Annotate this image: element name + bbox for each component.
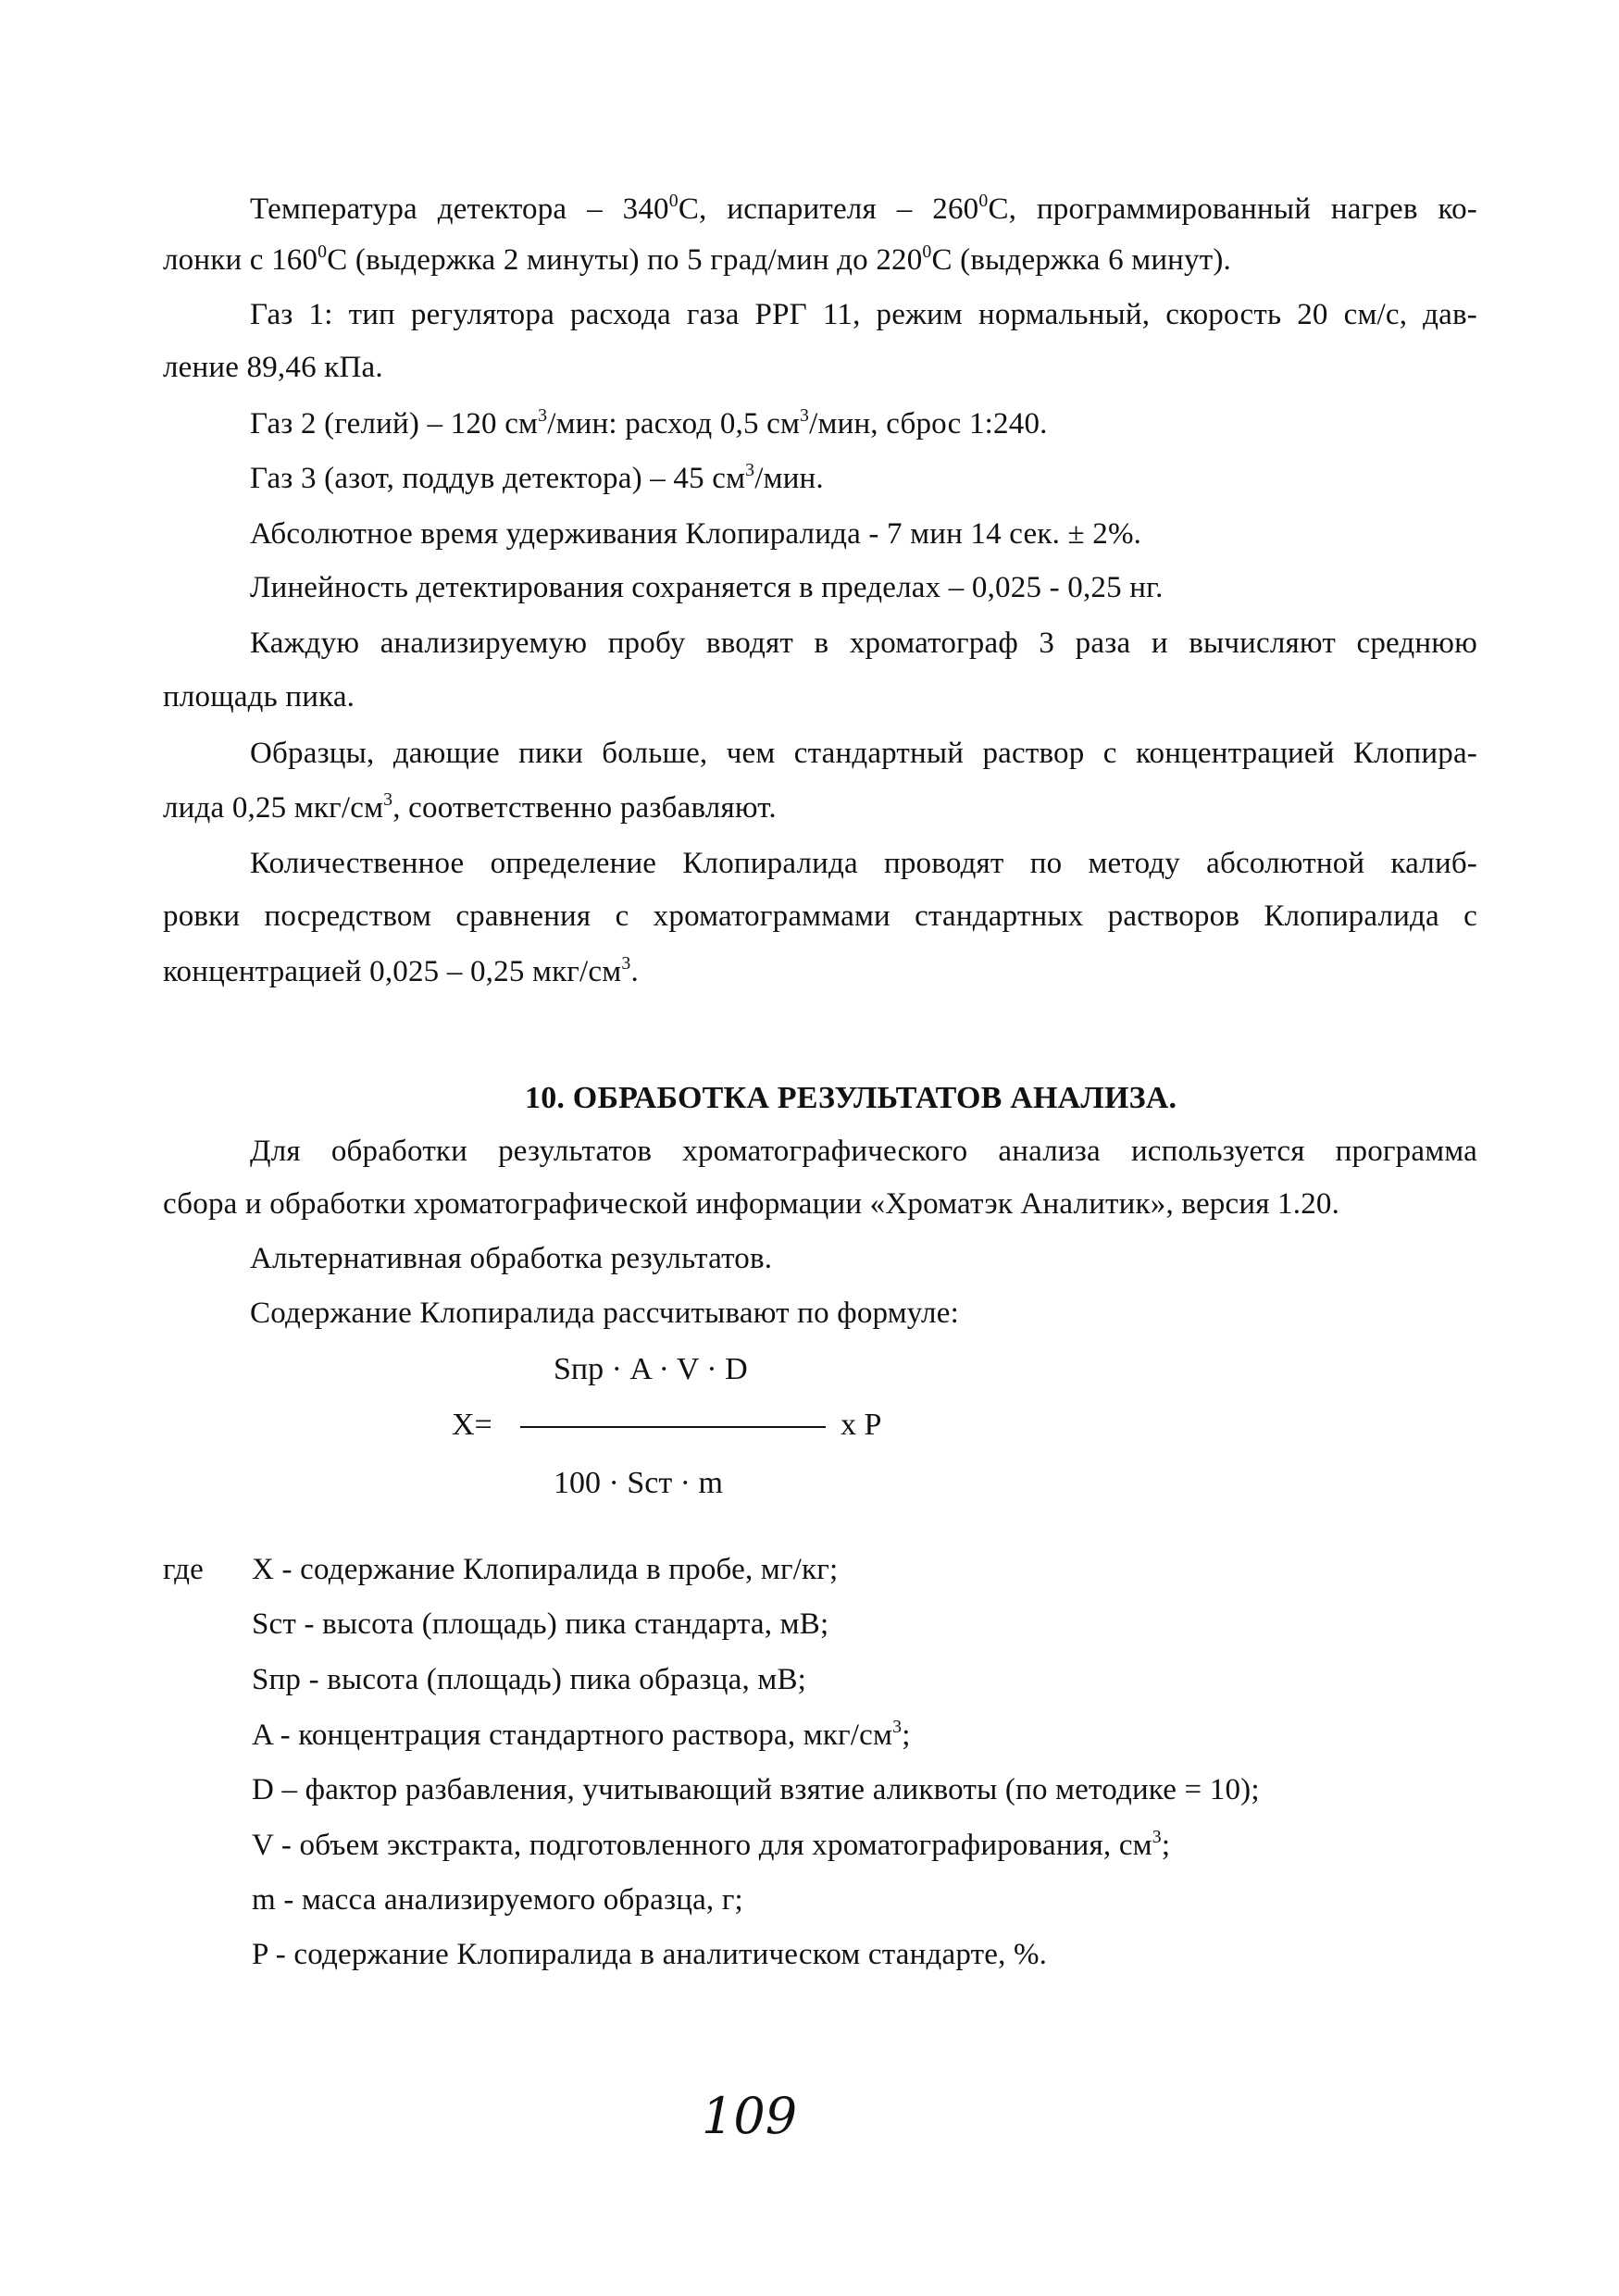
processing-line-1: Для обработки результатов хроматографического анализа используется программа bbox=[250, 1135, 1477, 1168]
gas1-line-2: ление 89,46 кПа. bbox=[163, 351, 383, 384]
gas1-line-1: Газ 1: тип регулятора расхода газа РРГ 11, режим нормальный, скорость 20 см/с, дав- bbox=[250, 298, 1477, 331]
formula-numerator: Sпр · A · V · D bbox=[554, 1352, 748, 1386]
quantitation-line-2: ровки посредством сравнения с хроматограммами стандартных растворов Клопиралида с bbox=[163, 900, 1477, 933]
legend-p: P - содержание Клопиралида в аналитическом стандарте, %. bbox=[252, 1938, 1048, 1971]
quantitation-line-3: концентрацией 0,025 – 0,25 мкг/$см^3$. bbox=[163, 953, 639, 988]
legend-s-standard: Sст - высота (площадь) пика стандарта, мВ; bbox=[252, 1607, 829, 1641]
linearity-line: Линейность детектирования сохраняется в пределах – 0,025 - 0,25 нг. bbox=[250, 571, 1164, 604]
samples-line-2: лида 0,25 мкг/$см^3$, соответственно разбавляют. bbox=[163, 789, 777, 825]
legend-where: где bbox=[163, 1553, 204, 1586]
quantitation-line-1: Количественное определение Клопиралида проводят по методу абсолютной калиб- bbox=[250, 847, 1477, 880]
injection-line-2: площадь пика. bbox=[163, 680, 355, 714]
gas2-line: Газ 2 (гелий) – 120 $см^3$/мин: расход 0,5 $см^3$/мин, сброс 1:240. bbox=[250, 405, 1048, 441]
legend-s-sample: Sпр - высота (площадь) пика образца, мВ; bbox=[252, 1663, 807, 1696]
formula-intro-line: Содержание Клопиралида рассчитывают по формуле: bbox=[250, 1297, 959, 1330]
formula-lhs: X= bbox=[452, 1408, 492, 1442]
retention-time-line: Абсолютное время удерживания Клопиралида - 7 мин 14 сек. ± 2%. bbox=[250, 517, 1142, 551]
legend-a: A - концентрация стандартного раствора, мкг/$см^3$; bbox=[252, 1717, 911, 1752]
formula-fraction-bar bbox=[520, 1426, 826, 1428]
legend-d: D – фактор разбавления, учитывающий взятие аликвоты (по методике = 10); bbox=[252, 1773, 1260, 1806]
legend-v: V - объем экстракта, подготовленного для хроматографирования, $см^3$; bbox=[252, 1827, 1171, 1862]
gas3-line: Газ 3 (азот, поддув детектора) – 45 $см^3$/мин. bbox=[250, 460, 824, 495]
temperature-line-2: лонки с $160^0С$ (выдержка 2 минуты) по 5 град/мин до $220^0С$ (выдержка 6 минут). bbox=[163, 242, 1232, 277]
page-number: 109 bbox=[702, 2087, 798, 2145]
samples-line-1: Образцы, дающие пики больше, чем стандартный раствор с концентрацией Клопира- bbox=[250, 737, 1477, 770]
formula-multiplier: x P bbox=[841, 1408, 882, 1442]
legend-x: X - содержание Клопиралида в пробе, мг/кг; bbox=[252, 1553, 839, 1586]
processing-line-2: сбора и обработки хроматографической информации «Хроматэк Аналитик», версия 1.20. bbox=[163, 1187, 1340, 1221]
injection-line-1: Каждую анализируемую пробу вводят в хроматограф 3 раза и вычисляют среднюю bbox=[250, 627, 1477, 660]
formula-denominator: 100 · Sст · m bbox=[554, 1466, 723, 1500]
legend-m: m - масса анализируемого образца, г; bbox=[252, 1883, 743, 1917]
section-heading: 10. ОБРАБОТКА РЕЗУЛЬТАТОВ АНАЛИЗА. bbox=[525, 1081, 1177, 1115]
alternative-processing-line: Альтернативная обработка результатов. bbox=[250, 1242, 773, 1275]
temperature-line-1: Температура детектора – $340^0С$, испарителя – $260^0С$, программированный нагрев ко- bbox=[250, 191, 1477, 226]
